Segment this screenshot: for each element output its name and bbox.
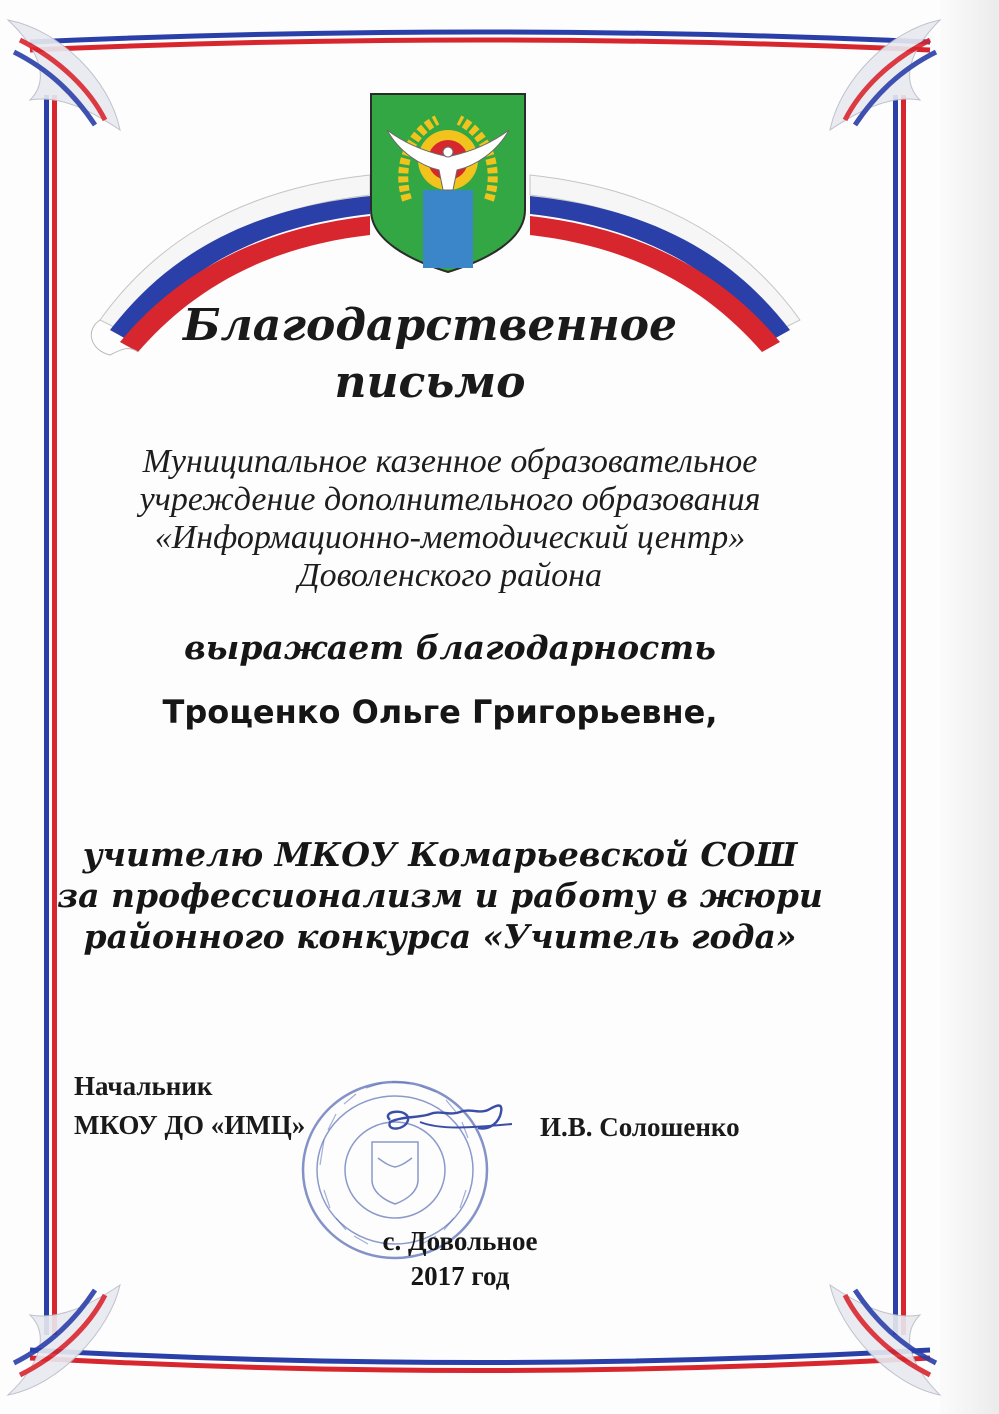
- organization-line: Доволенского района: [297, 557, 603, 594]
- stamp-emblem-icon: [372, 1142, 418, 1204]
- top-border-band: [30, 32, 930, 50]
- right-border-band: [893, 95, 906, 1335]
- expresses-gratitude: выражает благодарность: [184, 628, 716, 667]
- corner-ribbon-bottom-right: [830, 1285, 940, 1395]
- organization-line: Муниципальное казенное образовательное: [142, 443, 758, 480]
- reason-line: учителю МКОУ Комарьевской СОШ: [82, 835, 798, 874]
- corner-ribbon-bottom-left: [8, 1285, 120, 1395]
- signature-position-line-1: Начальник: [74, 1071, 213, 1101]
- corner-ribbon-top-left: [8, 20, 120, 130]
- signatory-name: И.В. Солошенко: [540, 1112, 740, 1142]
- place-name: с. Довольное: [382, 1226, 538, 1256]
- organization-line: «Информационно-методический центр»: [154, 519, 746, 556]
- reason-line: за профессионализм и работу в жюри: [57, 876, 823, 915]
- document-year: 2017 год: [410, 1261, 510, 1291]
- reason-line: районного конкурса «Учитель года»: [83, 917, 797, 956]
- recipient-name: Троценко Ольге Григорьевне,: [162, 693, 718, 731]
- title-line-1: Благодарственное: [182, 300, 677, 351]
- signature-position-line-2: МКОУ ДО «ИМЦ»: [74, 1110, 306, 1140]
- title-line-2: письмо: [334, 357, 526, 408]
- coat-of-arms-emblem: [367, 90, 529, 275]
- bottom-border-band: [30, 1350, 930, 1371]
- organization-line: учреждение дополнительного образования: [139, 481, 761, 518]
